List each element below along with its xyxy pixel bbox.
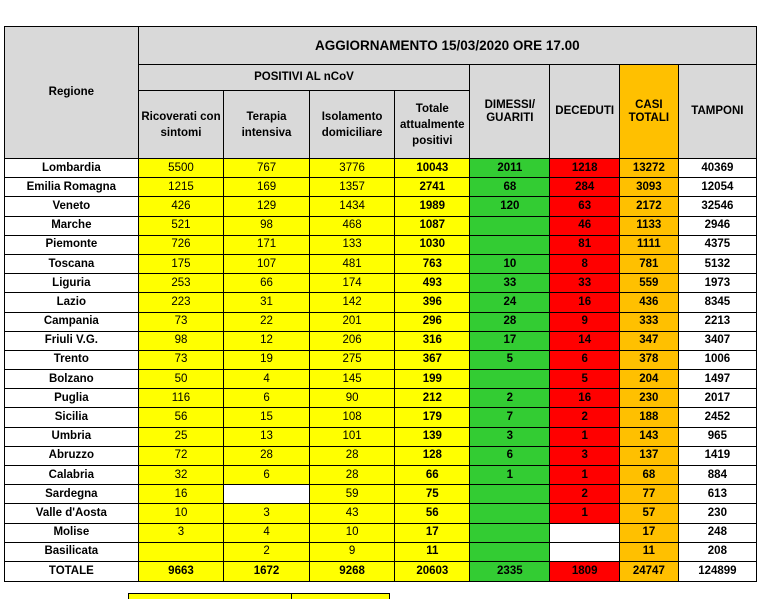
cell-terapia: 171 [224,235,310,254]
cell-deceduti: 16 [550,293,620,312]
cell-tamponi: 1973 [678,274,756,293]
header-positivi: POSITIVI AL nCoV [138,65,470,91]
cell-ricoverati: 73 [138,312,224,331]
cell-dimessi [470,542,550,561]
region-name: Lombardia [5,159,139,178]
region-name: Molise [5,523,139,542]
cell-ricoverati: 73 [138,350,224,369]
header-totale-positivi: Totale attualmente positivi [395,91,470,159]
cell-casi: 204 [619,370,678,389]
cell-ricoverati: 1215 [138,178,224,197]
cell-tamponi: 248 [678,523,756,542]
cell-ricoverati: 175 [138,254,224,273]
cell-dimessi [470,216,550,235]
cell-isolamento: 90 [309,389,395,408]
totals-deceduti: 1809 [550,561,620,581]
cell-isolamento: 3776 [309,159,395,178]
region-name: Abruzzo [5,446,139,465]
region-name: Sicilia [5,408,139,427]
totals-ricoverati: 9663 [138,561,224,581]
cell-terapia: 169 [224,178,310,197]
cell-tamponi: 12054 [678,178,756,197]
region-name: Toscana [5,254,139,273]
table-row [5,446,757,465]
cell-terapia: 19 [224,350,310,369]
cell-deceduti: 8 [550,254,620,273]
cell-deceduti [550,523,620,542]
cell-deceduti: 14 [550,331,620,350]
cell-tamponi: 32546 [678,197,756,216]
cell-deceduti: 2 [550,485,620,504]
cell-isolamento: 10 [309,523,395,542]
cell-deceduti: 3 [550,446,620,465]
cell-dimessi: 2011 [470,159,550,178]
totals-terapia: 1672 [224,561,310,581]
table-row [5,235,757,254]
region-name: Liguria [5,274,139,293]
cell-terapia: 6 [224,466,310,485]
cell-casi: 378 [619,350,678,369]
cell-tamponi: 3407 [678,331,756,350]
cell-deceduti [550,542,620,561]
cell-isolamento: 142 [309,293,395,312]
cell-ricoverati: 25 [138,427,224,446]
cell-terapia: 3 [224,504,310,523]
cell-dimessi [470,504,550,523]
region-name: Calabria [5,466,139,485]
table-row [5,408,757,427]
region-name: Umbria [5,427,139,446]
cell-terapia: 22 [224,312,310,331]
table-row [5,466,757,485]
cell-terapia: 767 [224,159,310,178]
cell-tamponi: 2213 [678,312,756,331]
cell-dimessi [470,235,550,254]
region-name: Trento [5,350,139,369]
cell-casi: 436 [619,293,678,312]
cell-ricoverati: 72 [138,446,224,465]
cell-tamponi: 965 [678,427,756,446]
cell-ricoverati: 10 [138,504,224,523]
table-row [5,197,757,216]
region-name: Sardegna [5,485,139,504]
cell-deceduti: 284 [550,178,620,197]
table-row [5,159,757,178]
cell-casi: 333 [619,312,678,331]
region-name: Friuli V.G. [5,331,139,350]
cell-ricoverati [138,542,224,561]
cell-ricoverati: 32 [138,466,224,485]
cell-terapia: 6 [224,389,310,408]
table-row [5,350,757,369]
cell-dimessi: 6 [470,446,550,465]
table-row [5,178,757,197]
cell-totale-positivi: 139 [395,427,470,446]
cell-totale-positivi: 367 [395,350,470,369]
table-row [5,427,757,446]
table-row [5,504,757,523]
cell-terapia: 98 [224,216,310,235]
cell-ricoverati: 521 [138,216,224,235]
cell-isolamento: 108 [309,408,395,427]
cell-deceduti: 81 [550,235,620,254]
region-name: Valle d'Aosta [5,504,139,523]
header-casi: CASI TOTALI [619,65,678,159]
cell-casi: 17 [619,523,678,542]
cell-dimessi: 24 [470,293,550,312]
cell-deceduti: 1 [550,427,620,446]
region-name: Veneto [5,197,139,216]
cell-deceduti: 1 [550,504,620,523]
cell-tamponi: 613 [678,485,756,504]
cell-isolamento: 174 [309,274,395,293]
cell-tamponi: 1419 [678,446,756,465]
cell-tamponi: 2946 [678,216,756,235]
cell-tamponi: 2017 [678,389,756,408]
table-row [5,331,757,350]
region-name: Puglia [5,389,139,408]
totals-label: TOTALE [5,561,139,581]
region-name: Marche [5,216,139,235]
cell-tamponi: 4375 [678,235,756,254]
cell-totale-positivi: 75 [395,485,470,504]
table-row [5,485,757,504]
cell-terapia: 15 [224,408,310,427]
cell-totale-positivi: 128 [395,446,470,465]
cell-deceduti: 63 [550,197,620,216]
cell-totale-positivi: 66 [395,466,470,485]
cell-totale-positivi: 212 [395,389,470,408]
cell-ricoverati: 426 [138,197,224,216]
cell-isolamento: 206 [309,331,395,350]
cell-deceduti: 46 [550,216,620,235]
cell-casi: 57 [619,504,678,523]
table-row [5,254,757,273]
totals-row [5,561,757,581]
cell-totale-positivi: 1030 [395,235,470,254]
cell-casi: 2172 [619,197,678,216]
cell-totale-positivi: 17 [395,523,470,542]
table-row [5,542,757,561]
cell-ricoverati: 223 [138,293,224,312]
footer-yellow-cell-1 [128,593,292,599]
cell-deceduti: 33 [550,274,620,293]
table-row [5,312,757,331]
cell-casi: 11 [619,542,678,561]
cell-dimessi: 28 [470,312,550,331]
cell-ricoverati: 56 [138,408,224,427]
table-row [5,293,757,312]
cell-totale-positivi: 56 [395,504,470,523]
cell-isolamento: 468 [309,216,395,235]
cell-ricoverati: 98 [138,331,224,350]
cell-casi: 188 [619,408,678,427]
cell-deceduti: 5 [550,370,620,389]
cell-terapia: 4 [224,523,310,542]
cell-dimessi [470,370,550,389]
cell-isolamento: 1434 [309,197,395,216]
cell-tamponi: 40369 [678,159,756,178]
cell-ricoverati: 5500 [138,159,224,178]
totals-totale-positivi: 20603 [395,561,470,581]
cell-isolamento: 275 [309,350,395,369]
totals-tamponi: 124899 [678,561,756,581]
cell-dimessi: 33 [470,274,550,293]
header-dimessi: DIMESSI/ GUARITI [470,65,550,159]
cell-casi: 3093 [619,178,678,197]
cell-casi: 143 [619,427,678,446]
cell-totale-positivi: 1087 [395,216,470,235]
cell-totale-positivi: 1989 [395,197,470,216]
cell-terapia: 13 [224,427,310,446]
cell-ricoverati: 253 [138,274,224,293]
cell-totale-positivi: 179 [395,408,470,427]
cell-ricoverati: 3 [138,523,224,542]
cell-isolamento: 59 [309,485,395,504]
cell-terapia: 2 [224,542,310,561]
cell-dimessi [470,523,550,542]
cell-terapia: 107 [224,254,310,273]
cell-dimessi: 68 [470,178,550,197]
cell-isolamento: 133 [309,235,395,254]
cell-tamponi: 1006 [678,350,756,369]
cell-casi: 68 [619,466,678,485]
cell-isolamento: 28 [309,466,395,485]
cell-totale-positivi: 2741 [395,178,470,197]
cell-dimessi: 17 [470,331,550,350]
cell-totale-positivi: 10043 [395,159,470,178]
header-deceduti: DECEDUTI [550,65,620,159]
cell-tamponi: 1497 [678,370,756,389]
region-name: Emilia Romagna [5,178,139,197]
totals-dimessi: 2335 [470,561,550,581]
cell-totale-positivi: 396 [395,293,470,312]
cell-isolamento: 201 [309,312,395,331]
cell-terapia [224,485,310,504]
cell-terapia: 28 [224,446,310,465]
cell-ricoverati: 16 [138,485,224,504]
cell-dimessi: 7 [470,408,550,427]
cell-tamponi: 8345 [678,293,756,312]
cell-casi: 347 [619,331,678,350]
cell-tamponi: 208 [678,542,756,561]
region-name: Lazio [5,293,139,312]
totals-casi: 24747 [619,561,678,581]
cell-dimessi: 120 [470,197,550,216]
cell-terapia: 66 [224,274,310,293]
cell-tamponi: 230 [678,504,756,523]
cell-totale-positivi: 11 [395,542,470,561]
header-ricoverati: Ricoverati con sintomi [138,91,224,159]
cell-casi: 781 [619,254,678,273]
cell-casi: 137 [619,446,678,465]
covid-regional-table [4,26,757,582]
cell-casi: 230 [619,389,678,408]
cell-totale-positivi: 296 [395,312,470,331]
cell-dimessi: 3 [470,427,550,446]
cell-ricoverati: 50 [138,370,224,389]
cell-dimessi: 5 [470,350,550,369]
cell-isolamento: 28 [309,446,395,465]
header-regione: Regione [5,27,139,159]
header-aggiornamento: AGGIORNAMENTO 15/03/2020 ORE 17.00 [138,27,756,65]
cell-totale-positivi: 763 [395,254,470,273]
cell-deceduti: 1218 [550,159,620,178]
cell-casi: 1133 [619,216,678,235]
table-row [5,216,757,235]
cell-ricoverati: 116 [138,389,224,408]
footer-color-strip [128,593,390,599]
cell-isolamento: 101 [309,427,395,446]
cell-dimessi: 1 [470,466,550,485]
cell-deceduti: 1 [550,466,620,485]
cell-isolamento: 9 [309,542,395,561]
cell-casi: 1111 [619,235,678,254]
header-terapia: Terapia intensiva [224,91,310,159]
table-row [5,389,757,408]
cell-casi: 77 [619,485,678,504]
cell-dimessi: 10 [470,254,550,273]
cell-totale-positivi: 316 [395,331,470,350]
cell-deceduti: 16 [550,389,620,408]
header-isolamento: Isolamento domiciliare [309,91,395,159]
cell-tamponi: 884 [678,466,756,485]
table-row [5,523,757,542]
cell-terapia: 12 [224,331,310,350]
cell-totale-positivi: 199 [395,370,470,389]
cell-deceduti: 2 [550,408,620,427]
cell-isolamento: 1357 [309,178,395,197]
cell-ricoverati: 726 [138,235,224,254]
cell-isolamento: 145 [309,370,395,389]
cell-deceduti: 6 [550,350,620,369]
header-tamponi: TAMPONI [678,65,756,159]
cell-isolamento: 481 [309,254,395,273]
region-name: Basilicata [5,542,139,561]
cell-isolamento: 43 [309,504,395,523]
cell-totale-positivi: 493 [395,274,470,293]
cell-casi: 13272 [619,159,678,178]
cell-deceduti: 9 [550,312,620,331]
cell-tamponi: 2452 [678,408,756,427]
cell-tamponi: 5132 [678,254,756,273]
cell-terapia: 31 [224,293,310,312]
table-row [5,370,757,389]
cell-terapia: 4 [224,370,310,389]
table-row [5,274,757,293]
cell-dimessi [470,485,550,504]
cell-casi: 559 [619,274,678,293]
cell-dimessi: 2 [470,389,550,408]
cell-terapia: 129 [224,197,310,216]
region-name: Campania [5,312,139,331]
totals-isolamento: 9268 [309,561,395,581]
region-name: Bolzano [5,370,139,389]
region-name: Piemonte [5,235,139,254]
footer-yellow-cell-2 [291,593,390,599]
